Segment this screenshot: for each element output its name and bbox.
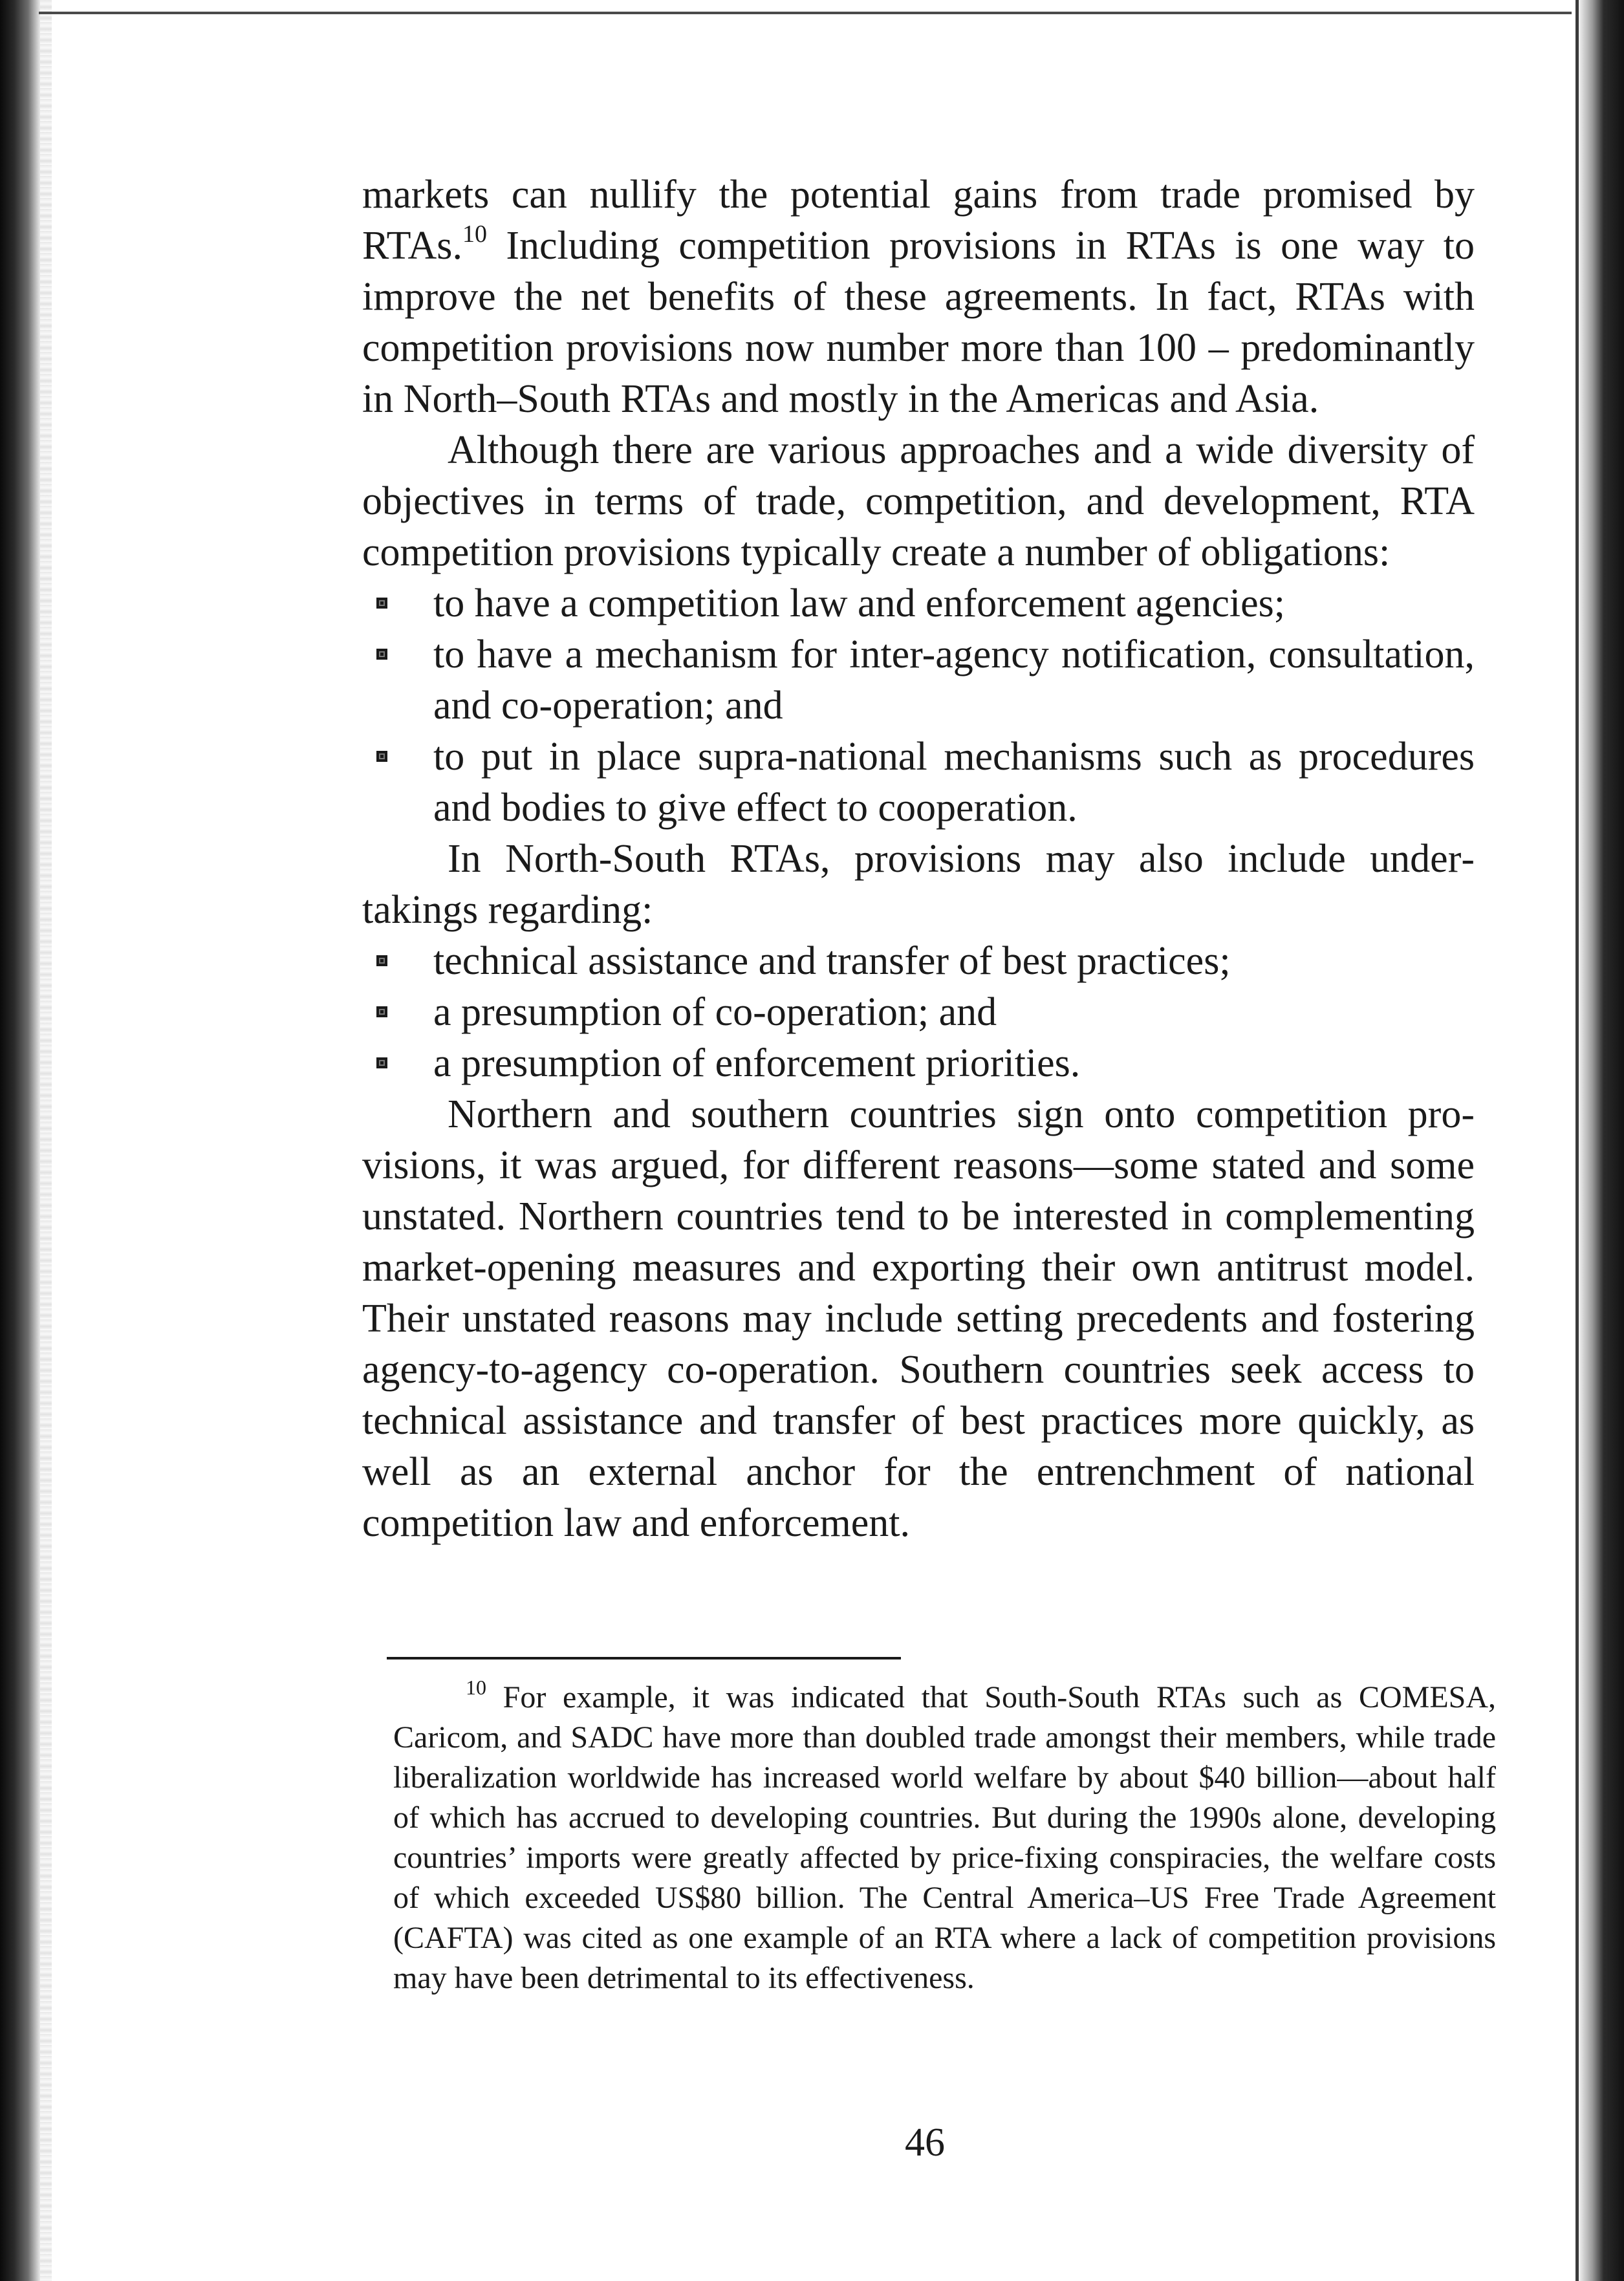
list-item (362, 987, 1475, 1038)
square-bullet-icon (376, 1057, 387, 1068)
list-item (362, 1038, 1475, 1089)
scan-right-edge (1579, 0, 1624, 2281)
footnote-reference: 10 (462, 221, 487, 248)
list-item-text: to have a mechanism for inter-agency notification, consultation, and co-operation; and (433, 632, 1475, 728)
scan-left-edge (0, 0, 40, 2281)
scan-edge-noise (40, 0, 52, 2281)
list-item-text: a presumption of enforcement priorities. (433, 1041, 1081, 1085)
list-item-text: to put in place supra-national mechanisms such as procedures and bodies to give effect to cooperation. (433, 735, 1475, 830)
list-item (362, 731, 1475, 834)
undertakings-list (362, 936, 1475, 1089)
obligations-list (362, 578, 1475, 834)
page-number: 46 (905, 2121, 945, 2165)
list-item (362, 936, 1475, 987)
paragraph-1 (362, 169, 1475, 425)
square-bullet-icon (376, 598, 387, 609)
square-bullet-icon (376, 649, 387, 660)
paragraph-1-text: markets can nullify the potential gains from trade promised by RTAs. (362, 173, 1475, 268)
scan-top-line (39, 12, 1572, 14)
list-item (362, 578, 1475, 629)
square-bullet-icon (376, 751, 387, 762)
footnote-separator (387, 1657, 901, 1659)
list-item-text: to have a competition law and enforcement agencies; (433, 581, 1285, 625)
footnote (393, 1678, 1496, 1998)
square-bullet-icon (376, 1006, 387, 1017)
paragraph-3: In North-South RTAs, provisions may also include undertakings regarding: (362, 837, 1475, 932)
paragraph-4: Northern and southern countries sign onto competition provisions, it was argued, for different reasons—some stated and some unstated. Northern countries tend to be interested in complementing market-opening measures and exporting their own antitrust model. Their unstated reasons may include setting precedents and fostering agency-to-agency co-operation. Southern countries seek access to technical assistance and transfer of best practices more quickly, as well as an external anchor for the entrenchment of national competition law and enforcement. (362, 1092, 1475, 1545)
page-body (362, 169, 1475, 1549)
footnote-marker: 10 (466, 1676, 486, 1699)
list-item-text: technical assistance and transfer of best practices; (433, 939, 1231, 983)
paragraph-1-continuation: Including competition provisions in RTAs is one way to improve the net benefits of these agreements. In fact, RTAs with competition provisions now number more than 100 – predominantly in North–South RTAs and mostly in the Americas and Asia. (362, 224, 1475, 421)
list-item (362, 629, 1475, 731)
square-bullet-icon (376, 955, 387, 966)
paragraph-2: Although there are various approaches and a wide diversity of objectives in terms of trade, competition, and development, RTA competition provisions typically create a number of obligations: (362, 428, 1475, 574)
footnote-text: For example, it was indicated that South-South RTAs such as COMESA, Caricom, and SADC have more than doubled trade amongst their members, while trade liberalization worldwide has increased world welfare by about $40 billion—about half of which has accrued to developing countries. But during the 1990s alone, developing countries’ imports were greatly affected by price-fixing conspiracies, the welfare costs of which exceeded US$80 billion. The Central America–US Free Trade Agreement (CAFTA) was cited as one example of an RTA where a lack of competition provisions may have been detrimental to its effectiveness. (393, 1680, 1496, 1995)
list-item-text: a presumption of co-operation; and (433, 990, 997, 1034)
